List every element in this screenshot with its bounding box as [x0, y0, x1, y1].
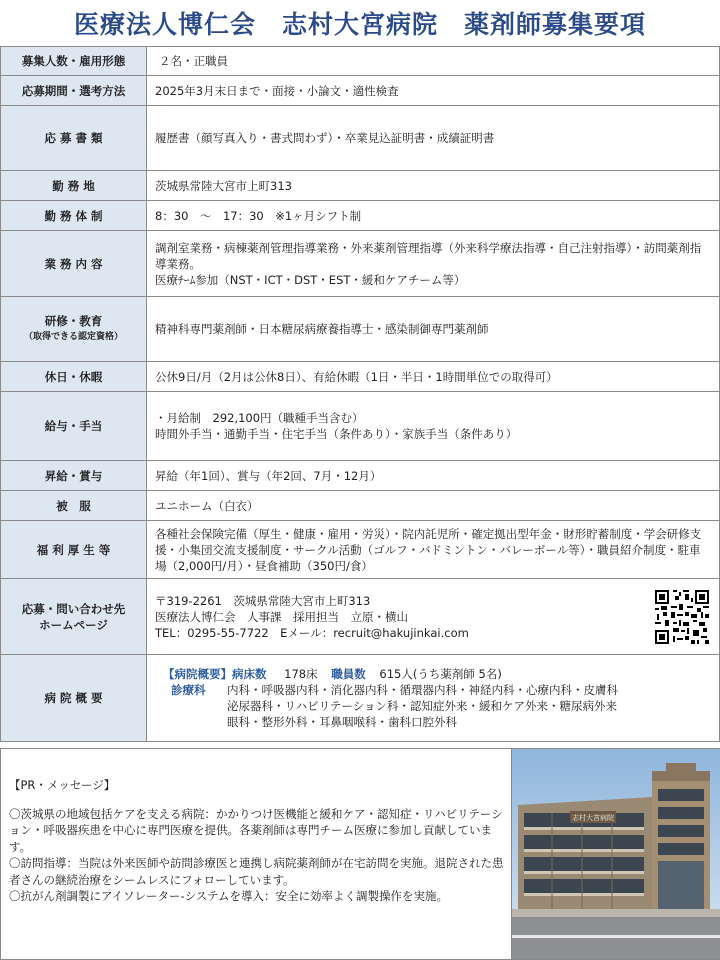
- duties-line-2: 医療ﾁｰﾑ参加（NST・ICT・DST・EST・緩和ケアチーム等）: [155, 272, 466, 287]
- row-label: 勤 務 地: [1, 171, 147, 201]
- table-row: [1, 655, 720, 742]
- table-row: [1, 231, 720, 297]
- salary-line-1: ・月給制 292,100円（職種手当含む）: [155, 411, 364, 425]
- row-label: [1, 297, 147, 362]
- overview-line-1: [163, 666, 711, 682]
- contact-phone-email[interactable]: TEL：0295-55-7722 Eメール：recruit@hakujinkai.com: [155, 625, 469, 640]
- dept-line-3: 眼科・整形外科・耳鼻咽喉科・歯科口腔外科: [227, 715, 457, 729]
- row-value: [147, 392, 720, 461]
- contact-label-1: 応募・問い合わせ先: [21, 601, 126, 616]
- page-title: 医療法人博仁会 志村大宮病院 薬剤師募集要項: [73, 10, 646, 39]
- table-row: [1, 76, 720, 106]
- row-value: ユニホーム（白衣）: [147, 491, 720, 521]
- qr-code-icon[interactable]: [653, 588, 711, 646]
- training-label: 研修・教育: [44, 314, 103, 328]
- beds-label: 病床数: [232, 667, 267, 681]
- row-label: 勤 務 体 制: [1, 201, 147, 231]
- table-row: [1, 392, 720, 461]
- row-label: 被 服: [1, 491, 147, 521]
- table-row: [1, 201, 720, 231]
- table-row: [1, 106, 720, 171]
- row-label: 募集人数・雇用形態: [1, 47, 147, 76]
- table-row: [1, 297, 720, 362]
- table-row: [1, 47, 720, 76]
- table-row: [1, 579, 720, 655]
- hospital-photo: [511, 749, 720, 959]
- recruitment-table: [0, 46, 720, 742]
- row-value: 8：30 ～ 17：30 ※1ヶ月シフト制: [147, 201, 720, 231]
- row-label: 応募期間・選考方法: [1, 76, 147, 106]
- row-value: [147, 579, 720, 655]
- row-value: ２名・正職員: [147, 47, 720, 76]
- duties-line-1: 調剤室業務・病棟薬剤管理指導業務・外来薬剤管理指導（外来科学療法指導・自己注射指導）・訪問薬剤指導業務。: [155, 240, 702, 271]
- contact-department: 医療法人博仁会 人事課 採用担当 立原・横山: [155, 609, 408, 624]
- row-value: [147, 231, 720, 297]
- dept-label: 診療科: [171, 683, 206, 697]
- building-sign: 志村大宮病院: [572, 814, 614, 822]
- row-value: 精神科専門薬剤師・日本糖尿病療養指導士・感染制御専門薬剤師: [147, 297, 720, 362]
- row-label: 病 院 概 要: [1, 655, 147, 742]
- table-row: [1, 362, 720, 392]
- pr-paragraph-2: 〇訪問指導：当院は外来医師や訪問診療医と連携し病院薬剤師が在宅訪問を実施。退院された患者さんの継続治療をシームレスにフォローしています。: [9, 856, 504, 887]
- contact-label-2: ホームページ: [39, 617, 108, 632]
- training-sublabel: （取得できる認定資格）: [23, 332, 123, 342]
- row-label: 応 募 書 類: [1, 106, 147, 171]
- dept-line-2: 泌尿器科・リハビリテーション科・認知症外来・緩和ケア外来・糖尿病外来: [227, 699, 617, 713]
- row-label: 昇給・賞与: [1, 461, 147, 491]
- overview-tag: 【病院概要】: [163, 667, 232, 681]
- pr-heading: 【PR・メッセージ】: [9, 778, 116, 792]
- pr-paragraph-1: 〇茨城県の地域包括ケアを支える病院：かかりつけ医機能と緩和ケア・認知症・リハビリテーション・呼吸器疾患を中心に専門医療を提供。各薬剤師は専門チーム医療に参加し貢献しています。: [9, 806, 503, 854]
- staff-label: 職員数: [331, 667, 366, 681]
- row-value: [147, 655, 720, 742]
- pr-section: [0, 748, 720, 960]
- overview-depts: [163, 682, 711, 730]
- row-label: 給与・手当: [1, 392, 147, 461]
- row-value: 各種社会保険完備（厚生・健康・雇用・労災）・院内託児所・確定拠出型年金・財形貯蓄制度・学会研修支援・小集団交流支援制度・サークル活動（ゴルフ・バドミントン・バレーボール等）・職員紹介制度・駐車場（2,000円/月）・昼食補助（350円/食）: [147, 521, 720, 579]
- table-row: [1, 521, 720, 579]
- contact-address: 〒319-2261 茨城県常陸大宮市上町313: [155, 593, 371, 608]
- staff-value: 615人(うち薬剤師 5名): [379, 667, 502, 681]
- salary-line-2: 時間外手当・通勤手当・住宅手当（条件あり）・家族手当（条件あり）: [155, 427, 518, 441]
- pr-message: [9, 777, 505, 905]
- table-row: [1, 171, 720, 201]
- row-value: 2025年3月末日まで・面接・小論文・適性検査: [147, 76, 720, 106]
- table-row: [1, 491, 720, 521]
- row-value: 公休9日/月（2月は公休8日）、有給休暇（1日・半日・1時間単位での取得可）: [147, 362, 720, 392]
- row-label: 休日・休暇: [1, 362, 147, 392]
- dept-line-1: 内科・呼吸器内科・消化器内科・循環器内科・神経内科・心療内科・皮膚科: [227, 683, 618, 697]
- row-value: 昇給（年1回）、賞与（年2回、7月・12月）: [147, 461, 720, 491]
- row-value: 茨城県常陸大宮市上町313: [147, 171, 720, 201]
- row-label: 業 務 内 容: [1, 231, 147, 297]
- table-row: [1, 461, 720, 491]
- pr-paragraph-3: 〇抗がん剤調製にアイソレーター-システムを導入：安全に効率よく調製操作を実施。: [9, 889, 448, 903]
- row-value: 履歴書（顔写真入り・書式問わず）・卒業見込証明書・成績証明書: [147, 106, 720, 171]
- beds-value: 178床: [284, 667, 318, 681]
- row-label: [1, 579, 147, 655]
- row-label: 福 利 厚 生 等: [1, 521, 147, 579]
